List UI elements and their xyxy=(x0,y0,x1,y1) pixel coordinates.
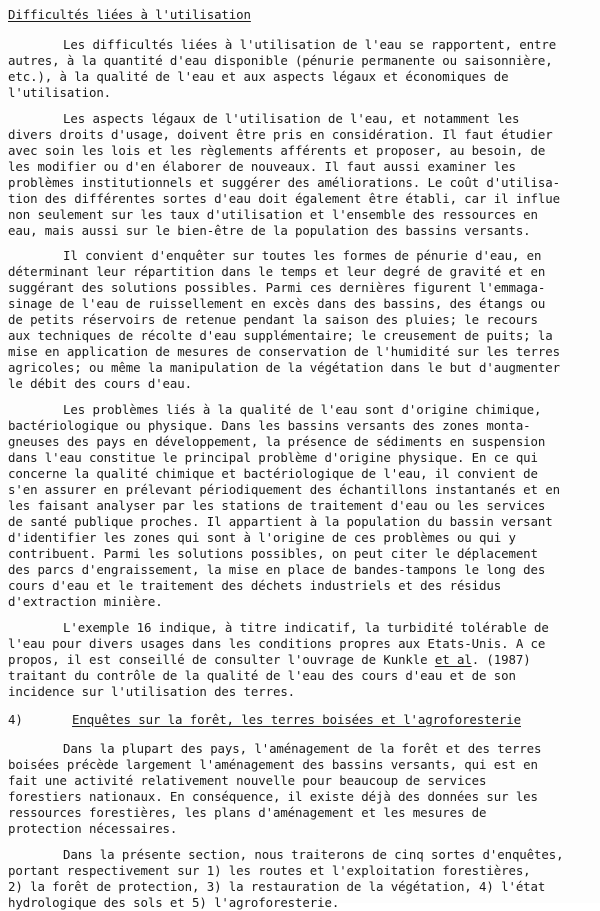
paragraph-2-line-2: divers droits d'usage, doivent être pris en considération. Il faut étudier xyxy=(8,127,553,142)
paragraph-5-line-3 xyxy=(8,652,531,668)
paragraph-4-line-2: bactériologique ou physique. Dans les bassins versants des zones monta- xyxy=(8,418,531,433)
paragraph-5-line-2: l'eau pour divers usages dans les conditions propres aux Etats-Unis. A ce xyxy=(8,636,546,651)
paragraph-2-line-5: problèmes institutionnels et suggérer des améliorations. Le coût d'utilisa- xyxy=(8,175,560,190)
paragraph-5-line-5: incidence sur l'utilisation des terres. xyxy=(8,684,296,699)
paragraph-4-line-11: des parcs d'engraissement, la mise en place de bandes-tampons le long des xyxy=(8,562,546,577)
paragraph-6-line-5: ressources forestières, les plans d'aménagement et les mesures de xyxy=(8,805,487,820)
paragraph-5-line-1: L'exemple 16 indique, à titre indicatif, la turbidité tolérable de xyxy=(63,620,549,635)
paragraph-2-line-6: tion des différentes sortes d'eau doit également être établi, car il influe xyxy=(8,191,560,206)
paragraph-3-line-1: Il convient d'enquêter sur toutes les formes de pénurie d'eau, en xyxy=(63,248,542,263)
paragraph-2-line-1: Les aspects légaux de l'utilisation de l'eau, et notamment les xyxy=(63,111,520,126)
paragraph-5-line-3-start: propos, il est conseillé de consulter l'ouvrage de Kunkle xyxy=(8,652,435,667)
paragraph-4-line-4: dans l'eau constitue le principal problème d'origine physique. En ce qui xyxy=(8,450,538,465)
paragraph-3-line-2: déterminant leur répartition dans le temps et leur degré de gravité et en xyxy=(8,264,546,279)
paragraph-7-line-4: hydrologique des sols et 5) l'agroforesterie. xyxy=(8,895,340,910)
paragraph-1-line-2: autres, à la quantité d'eau disponible (pénurie permanente ou saisonnière, xyxy=(8,53,553,68)
paragraph-1-line-4: l'utilisation. xyxy=(8,85,112,100)
paragraph-5-line-4: traitant du contrôle de la qualité de l'eau des cours d'eau et de son xyxy=(8,668,516,683)
paragraph-7-line-3: 2) la forêt de protection, 3) la restauration de la végétation, 4) l'état xyxy=(8,879,546,894)
subsection-number: 4) xyxy=(8,712,23,727)
paragraph-3-line-3: suggérant des solutions possibles. Parmi ces dernières figurent l'emmaga- xyxy=(8,280,546,295)
paragraph-4-line-6: s'en assurer en prélevant périodiquement des échantillons instantanés et en xyxy=(8,482,560,497)
paragraph-6-line-4: forestiers nationaux. En conséquence, il existe déjà des données sur les xyxy=(8,789,538,804)
paragraph-6-line-2: boisées précède largement l'aménagement des bassins versants, qui est en xyxy=(8,757,538,772)
section-heading: Difficultés liées à l'utilisation xyxy=(8,7,251,22)
paragraph-4-line-10: contribuent. Parmi les solutions possibles, on peut citer le déplacement xyxy=(8,546,538,561)
paragraph-2-line-7: non seulement sur les taux d'utilisation et l'ensemble des ressources en xyxy=(8,207,538,222)
paragraph-1-line-3: etc.), à la qualité de l'eau et aux aspects légaux et économiques de xyxy=(8,69,509,84)
paragraph-3-line-7: mise en application de mesures de conservation de l'humidité sur les terres xyxy=(8,344,560,359)
citation-et-al: et al xyxy=(434,652,472,667)
paragraph-7-line-2: portant respectivement sur 1) les routes et l'exploitation forestières, xyxy=(8,863,531,878)
paragraph-3-line-5: de petits réservoirs de retenue pendant la saison des pluies; le recours xyxy=(8,312,538,327)
paragraph-2-line-4: les modifier ou d'en élaborer de nouveaux. Il faut aussi examiner les xyxy=(8,159,516,174)
paragraph-4-line-8: de santé publique proches. Il appartient à la population du bassin versant xyxy=(8,514,553,529)
paragraph-2-line-3: avec soin les lois et les règlements afférents et proposer, au besoin, de xyxy=(8,143,546,158)
subsection-title: Enquêtes sur la forêt, les terres boisées et l'agroforesterie xyxy=(72,712,521,727)
paragraph-3-line-6: aux techniques de récolte d'eau supplémentaire; le creusement de puits; la xyxy=(8,328,553,343)
paragraph-4-line-9: d'identifier les zones qui sont à l'origine de ces problèmes ou qui y xyxy=(8,530,516,545)
paragraph-4-line-12: cours d'eau et le traitement des déchets industriels et des résidus xyxy=(8,578,502,593)
paragraph-3-line-9: le débit des cours d'eau. xyxy=(8,376,192,391)
paragraph-3-line-4: sinage de l'eau de ruissellement en excès dans des bassins, des étangs ou xyxy=(8,296,546,311)
paragraph-4-line-5: concerne la qualité chimique et bactériologique de l'eau, il convient de xyxy=(8,466,538,481)
paragraph-4-line-13: d'extraction minière. xyxy=(8,594,163,609)
paragraph-4-line-1: Les problèmes liés à la qualité de l'eau sont d'origine chimique, xyxy=(63,402,542,417)
paragraph-6-line-6: protection nécessaires. xyxy=(8,821,178,836)
paragraph-4-line-3: gneuses des pays en développement, la présence de sédiments en suspension xyxy=(8,434,546,449)
paragraph-3-line-8: agricoles; ou même la manipulation de la végétation dans le but d'augmenter xyxy=(8,360,560,375)
paragraph-6-line-1: Dans la plupart des pays, l'aménagement de la forêt et des terres xyxy=(63,741,542,756)
paragraph-5-line-3-end: . (1987) xyxy=(471,652,531,667)
paragraph-6-line-3: fait une activité relativement nouvelle pour beaucoup de services xyxy=(8,773,487,788)
paragraph-7-line-1: Dans la présente section, nous traiterons de cinq sortes d'enquêtes, xyxy=(63,847,564,862)
paragraph-2-line-8: eau, mais aussi sur le bien-être de la population des bassins versants. xyxy=(8,223,531,238)
paragraph-1-line-1: Les difficultés liées à l'utilisation de l'eau se rapportent, entre xyxy=(63,37,557,52)
paragraph-4-line-7: les faisant analyser par les stations de traitement d'eau ou les services xyxy=(8,498,546,513)
